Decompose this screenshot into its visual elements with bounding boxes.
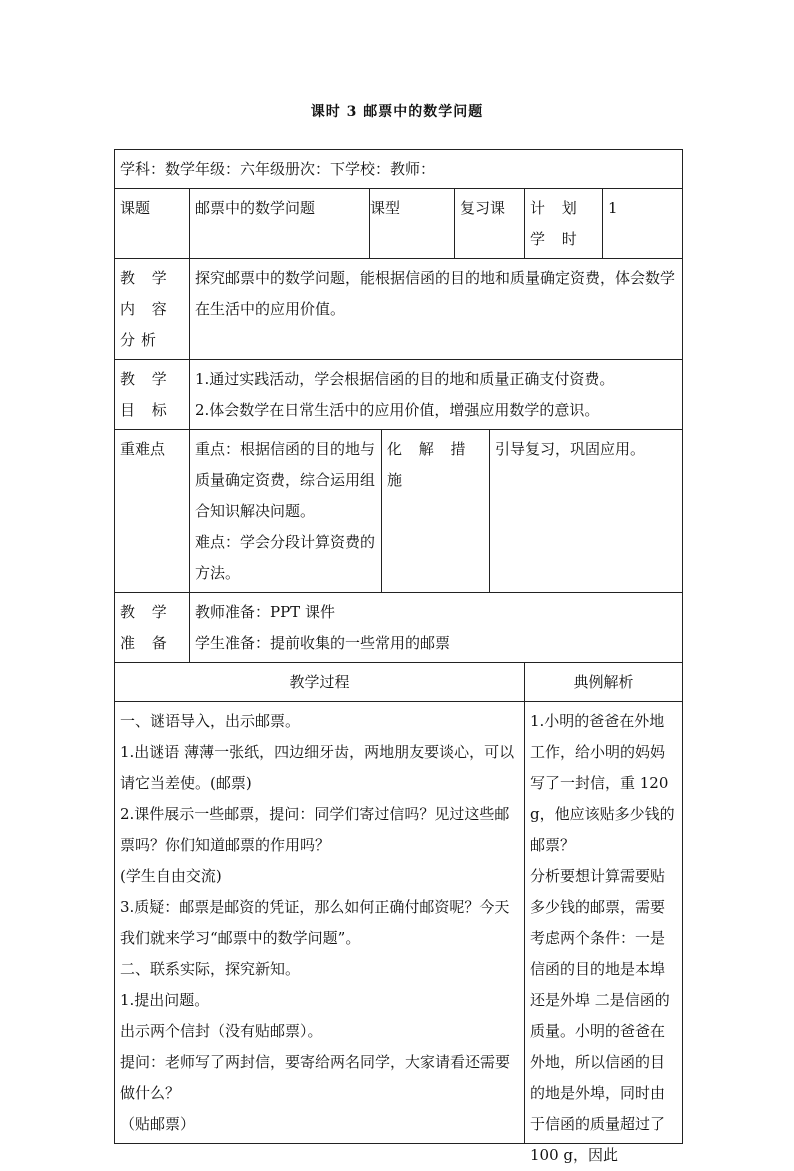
process-cell — [115, 702, 525, 1144]
process-line: （贴邮票） — [120, 1115, 196, 1133]
teacher-prep: 教师准备：PPT 课件 — [195, 603, 335, 621]
process-line: 1.出谜语 薄薄一张纸，四边细牙齿，两地朋友要谈心，可以请它当差使。(邮票) — [120, 743, 515, 792]
process-line: 提问：老师写了两封信，要寄给两名同学，大家请看还需要做什么？ — [120, 1053, 511, 1102]
goal-line: 2.体会数学在日常生活中的应用价值，增强应用数学的意识。 — [195, 401, 600, 419]
student-prep: 学生准备：提前收集的一些常用的邮票 — [195, 634, 451, 652]
difficult-point: 难点：学会分段计算资费的方法。 — [195, 533, 376, 582]
process-line: 二、联系实际，探究新知。 — [120, 960, 301, 978]
planned-hours-label: 计 划 学 时 — [525, 189, 603, 259]
process-line: 一、谜语导入，出示邮票。 — [120, 712, 301, 730]
topic-label: 课题 — [115, 189, 190, 259]
info-line: 学科：数学年级：六年级册次：下学校：教师： — [115, 150, 683, 189]
example-header: 典例解析 — [525, 663, 683, 702]
process-line: (学生自由交流) — [120, 867, 222, 885]
lesson-plan-table — [114, 149, 683, 1164]
key-points-text — [190, 430, 382, 593]
content-analysis-label: 教 学 内 容分析 — [115, 259, 190, 360]
key-point: 重点：根据信函的目的地与质量确定资费，综合运用组合知识解决问题。 — [195, 440, 376, 520]
teaching-goals-text — [190, 360, 683, 430]
content-analysis-text: 探究邮票中的数学问题，能根据信函的目的地和质量确定资费，体会数学在生活中的应用价值。 — [190, 259, 683, 360]
teaching-goals-label: 教 学 目 标 — [115, 360, 190, 430]
planned-hours-value: 1 — [603, 189, 683, 259]
process-line: 3.质疑：邮票是邮资的凭证，那么如何正确付邮资呢？今天我们就来学习“邮票中的数学问题”。 — [120, 898, 510, 947]
example-analysis: 分析要想计算需要贴多少钱的邮票，需要考虑两个条件：一是信函的目的地是本埠还是外埠 二是信函的质量。小明的爸爸在外地，所以信函的目的地是外埠，同时由于信函的质量超过了 100 g，因此 — [530, 867, 670, 1164]
goal-line: 1.通过实践活动，学会根据信函的目的地和质量正确支付资费。 — [195, 370, 615, 388]
topic-value: 邮票中的数学问题 — [190, 189, 370, 259]
process-line: 出示两个信封（没有贴邮票）。 — [120, 1022, 323, 1040]
preparation-label: 教 学 准 备 — [115, 593, 190, 663]
process-line: 1.提出问题。 — [120, 991, 210, 1009]
lesson-type-value: 复习课 — [455, 189, 525, 259]
resolution-label: 化 解 措 施 — [382, 430, 490, 593]
key-points-label: 重难点 — [115, 430, 190, 593]
process-line: 2.课件展示一些邮票，提问：同学们寄过信吗？见过这些邮票吗？你们知道邮票的作用吗？ — [120, 805, 510, 854]
example-cell — [525, 702, 683, 1164]
resolution-text: 引导复习，巩固应用。 — [490, 430, 683, 593]
lesson-type-label: 课型 — [370, 189, 455, 259]
page-title: 课时 3 邮票中的数学问题 — [310, 104, 484, 120]
preparation-text — [190, 593, 683, 663]
example-question: 1.小明的爸爸在外地工作，给小明的妈妈写了一封信，重 120 g，他应该贴多少钱的邮票？ — [530, 712, 675, 854]
process-header: 教学过程 — [115, 663, 525, 702]
